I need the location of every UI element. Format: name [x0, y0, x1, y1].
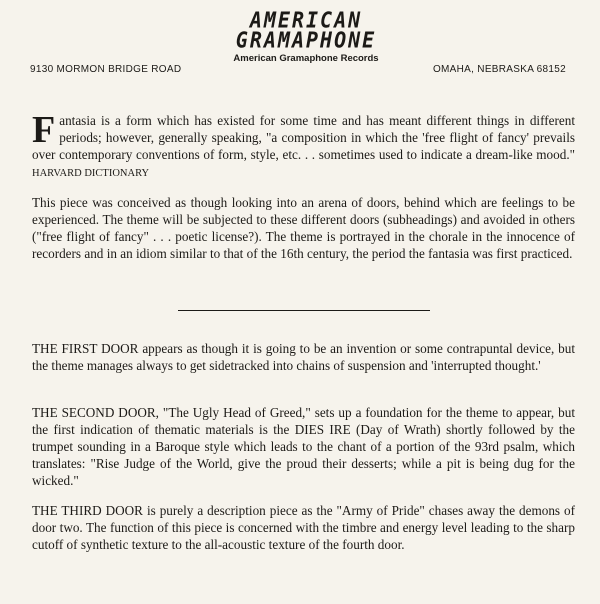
first-door-paragraph: THE FIRST DOOR appears as though it is going to be an invention or some contrapuntal device, but the theme manages always to get sidetracked into chains of suspension and 'interrupted thought.' [32, 341, 575, 373]
concept-paragraph: This piece was conceived as though looking into an arena of doors, behind which are feelings to be experienced. The theme will be subjected to these different doors (subheadings) and avoided in others ("free flight of fancy" . . . poetic license?). The theme is portrayed in the chorale in the innocence of recorders and in an idiom similar to that of the 16th century, the period the fantasia was first practiced. [32, 195, 575, 261]
logo-line-1: AMERICAN [249, 6, 363, 34]
third-door-paragraph: THE THIRD DOOR is purely a description piece as the "Army of Pride" chases away the demons of door two. The function of this piece is concerned with the timbre and energy level leading to the sharp cutoff of synthetic texture to the all-acoustic texture of the fourth door. [32, 503, 575, 552]
letterhead [0, 0, 600, 90]
intro-source: HARVARD DICTIONARY [32, 168, 150, 179]
drop-cap: F [32, 109, 56, 151]
address-left: 9130 MORMON BRIDGE ROAD [30, 64, 182, 75]
logo-line-2: GRAMAPHONE [235, 26, 377, 54]
intro-paragraph [32, 109, 575, 182]
address-right: OMAHA, NEBRASKA 68152 [432, 64, 566, 75]
second-door-paragraph: THE SECOND DOOR, "The Ugly Head of Greed," sets up a foundation for the theme to appear, but the first indication of thematic materials is the DIES IRE (Day of Wrath) shortly followed by the trumpet sounding in a Baroque style which leads to the chant of a portion of the 93rd psalm, which translates: "Rise Judge of the World, give the proud their desserts; while a pit is being dug for the wicked." [32, 405, 575, 488]
american-gramaphone-logo [226, 6, 386, 64]
section-divider [178, 310, 430, 311]
intro-text: antasia is a form which has existed for some time and has meant different things in different periods; however, generally speaking, "a composition in which the 'free flight of fancy' prevails over contemporary conventions of form, style, etc. . . sometimes used to indicate a dream-like mood." [32, 113, 575, 162]
logo-subtitle: American Gramaphone Records [233, 53, 379, 64]
